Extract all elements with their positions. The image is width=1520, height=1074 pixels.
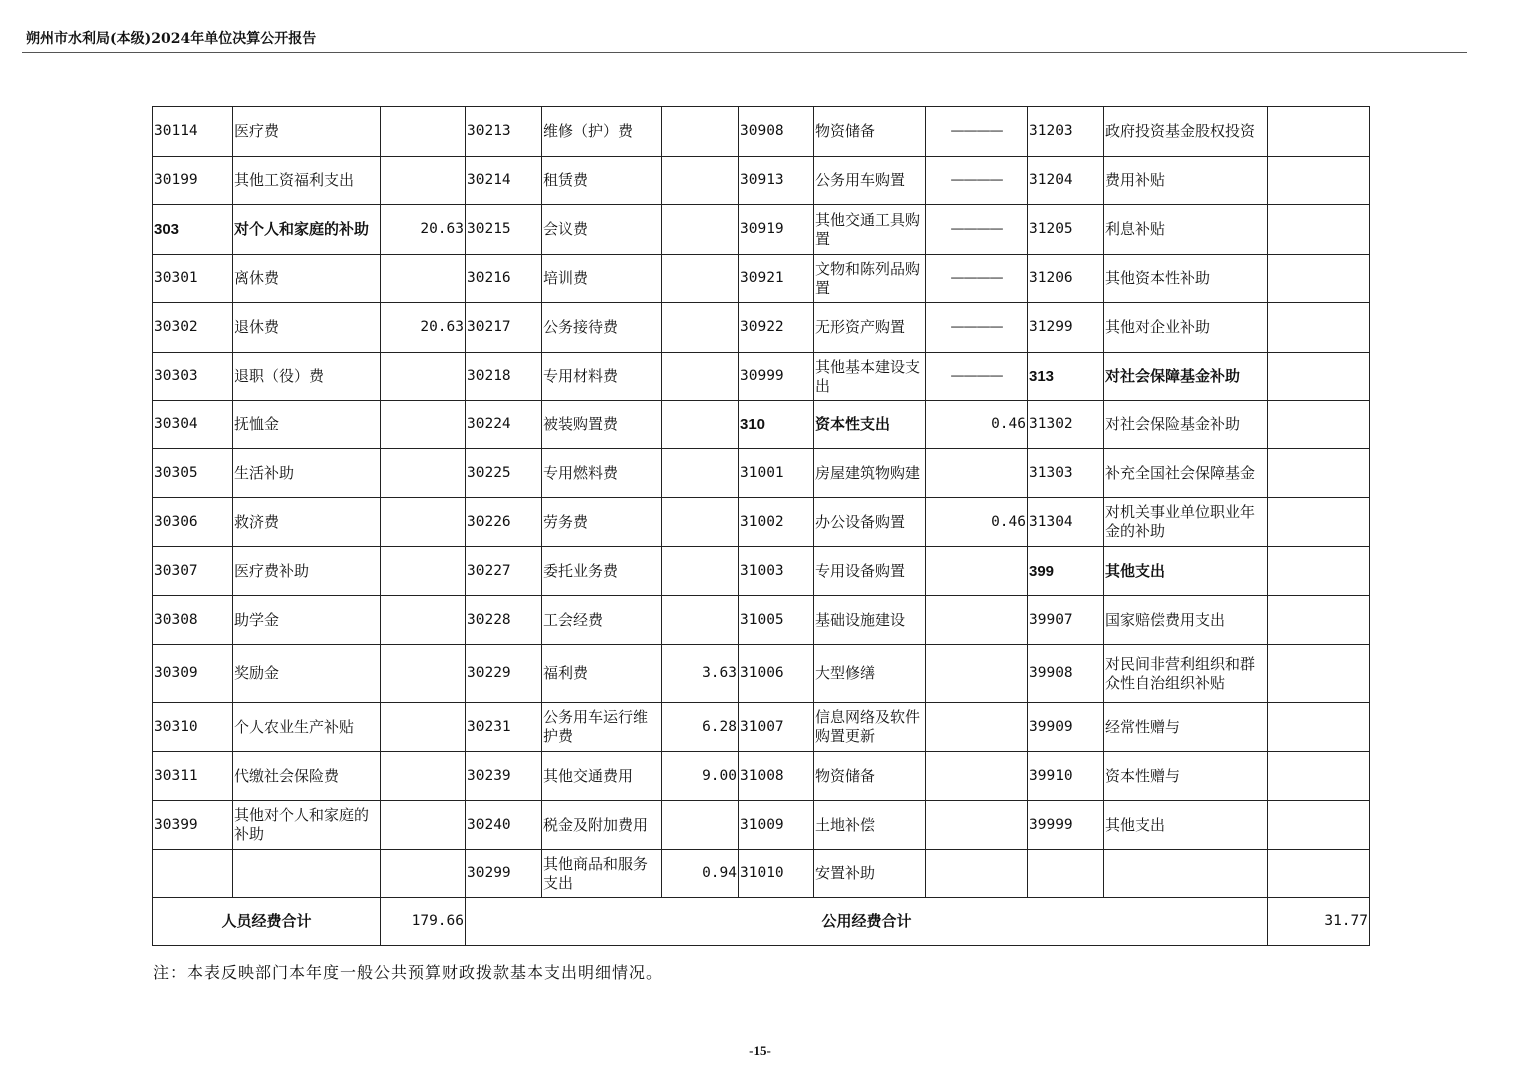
item-code: 31303 [1028,449,1104,498]
item-name: 退职（役）费 [233,353,381,401]
item-code: 30225 [466,449,542,498]
item-code: 303 [153,205,233,255]
table-row [153,752,1370,801]
item-name: 租赁费 [542,157,662,205]
item-name: 基础设施建设 [814,596,926,645]
item-amount: ———— [926,303,1028,353]
item-amount [926,547,1028,596]
item-name: 文物和陈列品购置 [814,255,926,303]
item-amount [926,850,1028,898]
item-name: 工会经费 [542,596,662,645]
item-name: 对社会保险基金补助 [1104,401,1268,449]
item-amount [381,157,466,205]
item-name: 其他基本建设支出 [814,353,926,401]
item-code: 39910 [1028,752,1104,801]
item-name: 奖励金 [233,645,381,703]
item-amount: 3.63 [662,645,739,703]
item-name: 补充全国社会保障基金 [1104,449,1268,498]
item-amount [381,752,466,801]
item-amount: ———— [926,157,1028,205]
item-amount [1268,303,1370,353]
item-name: 专用燃料费 [542,449,662,498]
item-name: 救济费 [233,498,381,547]
item-amount [662,205,739,255]
item-amount [1268,850,1370,898]
item-code: 30214 [466,157,542,205]
item-amount: ———— [926,107,1028,157]
item-amount [1268,401,1370,449]
item-name: 培训费 [542,255,662,303]
table-note: 注：本表反映部门本年度一般公共预算财政拨款基本支出明细情况。 [153,963,664,982]
item-code: 30226 [466,498,542,547]
item-amount [1268,645,1370,703]
item-code: 30239 [466,752,542,801]
item-name: 代缴社会保险费 [233,752,381,801]
item-code: 31002 [739,498,814,547]
item-code: 30217 [466,303,542,353]
item-name: 对机关事业单位职业年金的补助 [1104,498,1268,547]
item-amount [1268,205,1370,255]
item-name: 其他交通费用 [542,752,662,801]
item-amount [662,255,739,303]
table-row [153,703,1370,752]
page-number: -15- [749,1043,771,1058]
item-code: 31204 [1028,157,1104,205]
item-code: 31302 [1028,401,1104,449]
item-amount: 20.63 [381,303,466,353]
table-row [153,449,1370,498]
item-amount: 0.46 [926,401,1028,449]
item-name: 其他商品和服务支出 [542,850,662,898]
item-code: 31003 [739,547,814,596]
item-amount [381,498,466,547]
item-code: 30305 [153,449,233,498]
item-name: 委托业务费 [542,547,662,596]
item-amount [381,645,466,703]
table-row [153,596,1370,645]
item-amount [662,498,739,547]
item-code: 30307 [153,547,233,596]
item-code: 31203 [1028,107,1104,157]
item-name [233,850,381,898]
item-amount [1268,801,1370,850]
public-total-amount: 31.77 [1268,898,1370,946]
item-name: 办公设备购置 [814,498,926,547]
item-code: 30215 [466,205,542,255]
table-row [153,107,1370,157]
item-name: 国家赔偿费用支出 [1104,596,1268,645]
item-amount [381,703,466,752]
item-amount [381,107,466,157]
item-code: 30309 [153,645,233,703]
item-name: 专用设备购置 [814,547,926,596]
item-name: 物资储备 [814,107,926,157]
table-row [153,401,1370,449]
item-name: 退休费 [233,303,381,353]
item-amount [1268,157,1370,205]
item-name [1104,850,1268,898]
item-code: 30229 [466,645,542,703]
item-name: 其他支出 [1104,801,1268,850]
item-code: 30308 [153,596,233,645]
item-name: 其他对个人和家庭的补助 [233,801,381,850]
item-amount [381,449,466,498]
item-code [1028,850,1104,898]
public-total-label: 公用经费合计 [466,898,1268,946]
item-amount [662,801,739,850]
item-code: 30908 [739,107,814,157]
item-code: 313 [1028,353,1104,401]
item-amount [381,801,466,850]
item-name: 其他工资福利支出 [233,157,381,205]
item-code: 30306 [153,498,233,547]
item-amount [1268,498,1370,547]
table-row [153,303,1370,353]
item-code: 30304 [153,401,233,449]
item-name: 抚恤金 [233,401,381,449]
item-amount [1268,703,1370,752]
item-amount: 9.00 [662,752,739,801]
item-code [153,850,233,898]
item-name: 对社会保障基金补助 [1104,353,1268,401]
item-name: 其他对企业补助 [1104,303,1268,353]
item-code: 31299 [1028,303,1104,353]
item-amount [1268,107,1370,157]
item-code: 31007 [739,703,814,752]
item-amount [662,353,739,401]
item-amount: 6.28 [662,703,739,752]
item-code: 30310 [153,703,233,752]
item-name: 个人农业生产补贴 [233,703,381,752]
item-amount [381,255,466,303]
item-code: 31206 [1028,255,1104,303]
item-name: 经常性赠与 [1104,703,1268,752]
item-amount [1268,752,1370,801]
item-amount [926,801,1028,850]
item-name: 资本性支出 [814,401,926,449]
item-code: 30299 [466,850,542,898]
item-amount [662,157,739,205]
item-code: 30114 [153,107,233,157]
item-code: 31010 [739,850,814,898]
item-code: 30301 [153,255,233,303]
item-name: 大型修缮 [814,645,926,703]
item-name: 离休费 [233,255,381,303]
item-amount: 0.94 [662,850,739,898]
item-amount [926,752,1028,801]
item-name: 医疗费 [233,107,381,157]
item-amount [381,547,466,596]
item-code: 30224 [466,401,542,449]
item-name: 土地补偿 [814,801,926,850]
item-amount [662,547,739,596]
item-name: 信息网络及软件购置更新 [814,703,926,752]
personnel-total-label: 人员经费合计 [153,898,381,946]
item-name: 税金及附加费用 [542,801,662,850]
item-code: 30399 [153,801,233,850]
item-name: 其他交通工具购置 [814,205,926,255]
item-amount [662,107,739,157]
table-row [153,353,1370,401]
item-name: 福利费 [542,645,662,703]
table-row [153,801,1370,850]
item-code: 31006 [739,645,814,703]
item-code: 31001 [739,449,814,498]
item-name: 公务用车运行维护费 [542,703,662,752]
item-amount [1268,353,1370,401]
item-code: 310 [739,401,814,449]
table-row [153,498,1370,547]
item-code: 39908 [1028,645,1104,703]
item-code: 31205 [1028,205,1104,255]
item-name: 资本性赠与 [1104,752,1268,801]
item-name: 专用材料费 [542,353,662,401]
table-row [153,645,1370,703]
item-code: 31304 [1028,498,1104,547]
item-name: 助学金 [233,596,381,645]
item-amount [926,645,1028,703]
item-code: 30218 [466,353,542,401]
item-amount [1268,449,1370,498]
item-code: 30921 [739,255,814,303]
item-name: 公务接待费 [542,303,662,353]
item-amount [662,449,739,498]
item-name: 房屋建筑物购建 [814,449,926,498]
item-name: 费用补贴 [1104,157,1268,205]
table-row [153,850,1370,898]
item-name: 维修（护）费 [542,107,662,157]
item-name: 被装购置费 [542,401,662,449]
item-name: 利息补贴 [1104,205,1268,255]
item-name: 会议费 [542,205,662,255]
table-row [153,255,1370,303]
item-amount [381,353,466,401]
item-code: 30919 [739,205,814,255]
header-divider [22,52,1467,53]
item-amount [926,596,1028,645]
totals-row [153,898,1370,946]
item-amount [662,596,739,645]
item-amount [662,303,739,353]
item-code: 30922 [739,303,814,353]
item-amount [662,401,739,449]
item-name: 劳务费 [542,498,662,547]
item-amount [1268,596,1370,645]
item-name: 无形资产购置 [814,303,926,353]
item-code: 30213 [466,107,542,157]
item-amount [926,449,1028,498]
item-code: 39999 [1028,801,1104,850]
item-name: 对民间非营利组织和群众性自治组织补贴 [1104,645,1268,703]
item-name: 物资储备 [814,752,926,801]
item-code: 30228 [466,596,542,645]
item-amount: ———— [926,353,1028,401]
item-code: 30227 [466,547,542,596]
item-amount: 20.63 [381,205,466,255]
item-code: 31008 [739,752,814,801]
item-name: 医疗费补助 [233,547,381,596]
item-amount [381,596,466,645]
item-code: 30240 [466,801,542,850]
item-amount: 0.46 [926,498,1028,547]
item-name: 公务用车购置 [814,157,926,205]
item-code: 39909 [1028,703,1104,752]
item-amount: ———— [926,205,1028,255]
item-code: 30231 [466,703,542,752]
item-amount [1268,255,1370,303]
item-code: 30216 [466,255,542,303]
item-amount [381,401,466,449]
item-name: 其他资本性补助 [1104,255,1268,303]
item-amount [1268,547,1370,596]
table-row [153,547,1370,596]
item-name: 安置补助 [814,850,926,898]
item-amount [926,703,1028,752]
item-code: 399 [1028,547,1104,596]
item-amount: ———— [926,255,1028,303]
item-code: 30999 [739,353,814,401]
item-name: 对个人和家庭的补助 [233,205,381,255]
table-row [153,157,1370,205]
item-code: 30311 [153,752,233,801]
page-header-title: 朔州市水利局(本级)2024年单位决算公开报告 [26,31,317,47]
item-code: 30302 [153,303,233,353]
table-body [153,107,1370,898]
item-amount [381,850,466,898]
item-code: 31009 [739,801,814,850]
item-code: 30913 [739,157,814,205]
item-code: 31005 [739,596,814,645]
item-name: 生活补助 [233,449,381,498]
item-code: 30303 [153,353,233,401]
item-code: 30199 [153,157,233,205]
expenditure-detail-table [152,106,1370,946]
item-code: 39907 [1028,596,1104,645]
item-name: 政府投资基金股权投资 [1104,107,1268,157]
table-row [153,205,1370,255]
personnel-total-amount: 179.66 [381,898,466,946]
item-name: 其他支出 [1104,547,1268,596]
